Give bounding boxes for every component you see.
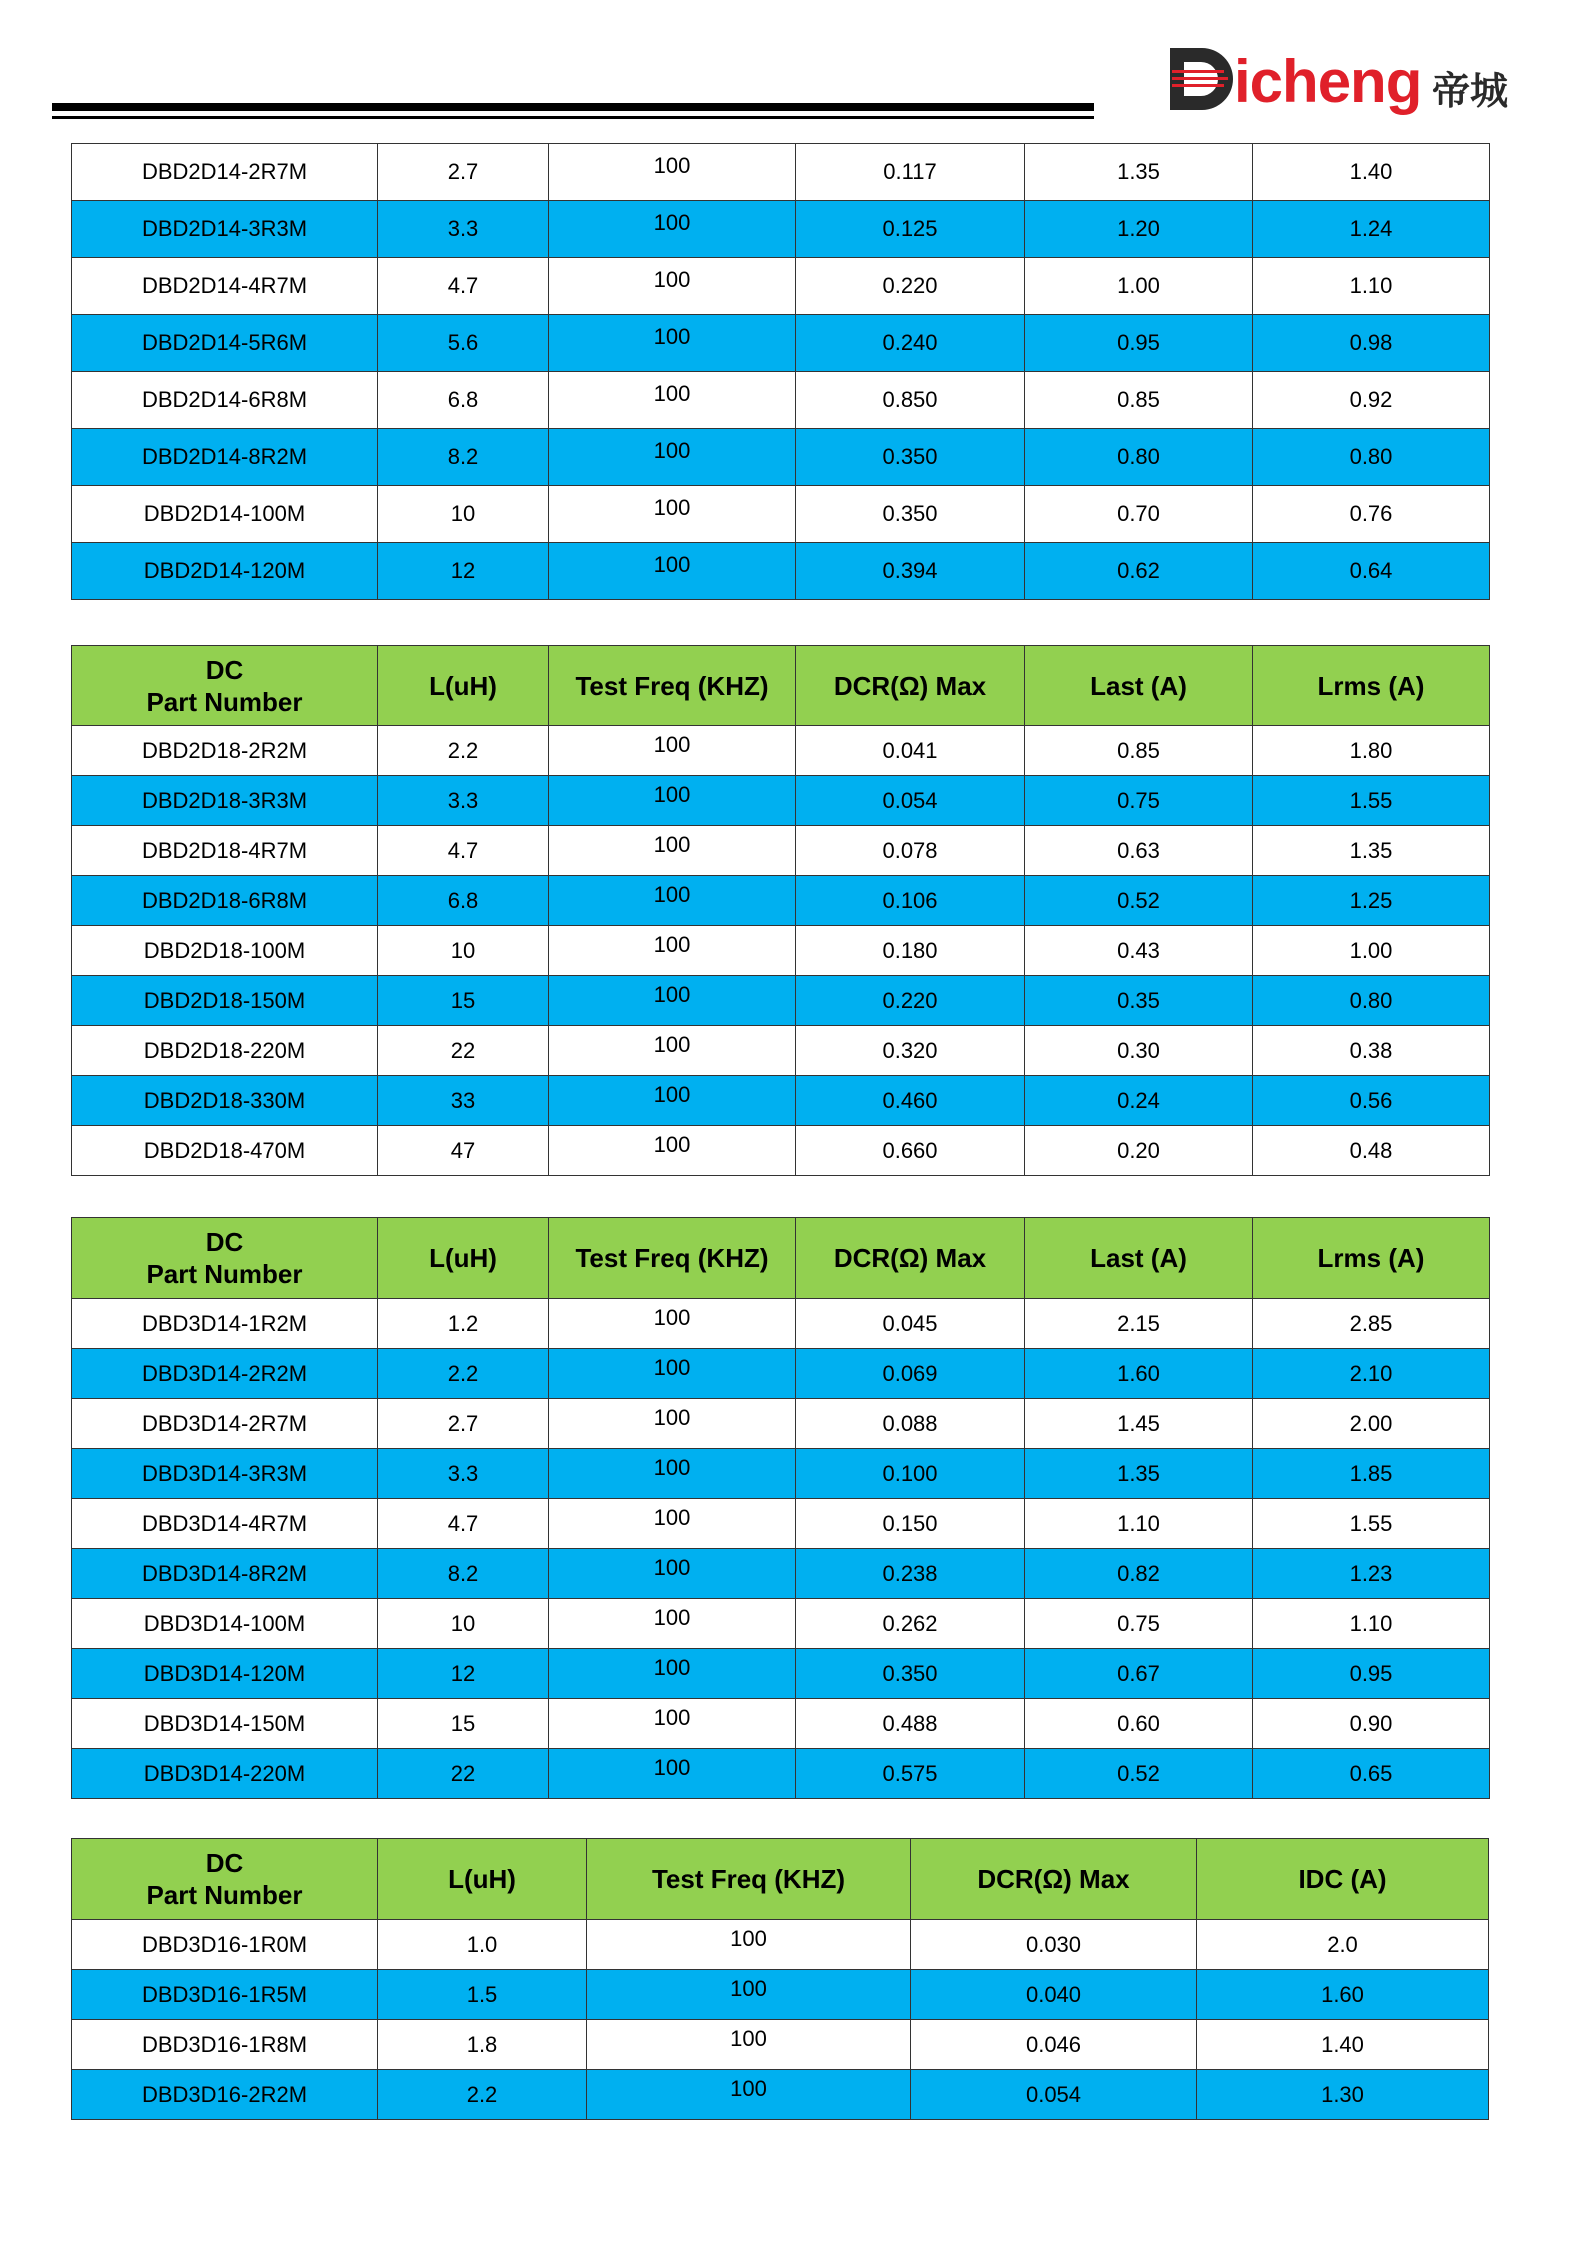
table-cell: 0.75 <box>1025 776 1253 826</box>
table-cell: 1.30 <box>1197 2070 1489 2120</box>
table-cell: 0.63 <box>1025 826 1253 876</box>
table-row <box>72 776 1490 826</box>
table-cell: 0.52 <box>1025 1749 1253 1799</box>
table-cell <box>549 876 796 926</box>
table-cell: 2.2 <box>378 726 549 776</box>
table-cell: 1.55 <box>1253 776 1490 826</box>
test-freq-value: 100 <box>653 1754 691 1780</box>
table-cell: DBD3D14-120M <box>72 1649 378 1699</box>
test-freq-value: 100 <box>653 1404 691 1430</box>
table-cell: DBD2D14-100M <box>72 486 378 543</box>
table-cell <box>549 1449 796 1499</box>
table-cell <box>549 1026 796 1076</box>
table-cell <box>549 1549 796 1599</box>
table-cell <box>549 826 796 876</box>
table-cell: 1.10 <box>1253 258 1490 315</box>
table-cell <box>549 315 796 372</box>
table-cell: 0.52 <box>1025 876 1253 926</box>
table-cell: 0.054 <box>911 2070 1197 2120</box>
table-cell: 1.25 <box>1253 876 1490 926</box>
table-cell: 0.92 <box>1253 372 1490 429</box>
header-rule-thick <box>52 103 1094 111</box>
table-cell: 0.350 <box>796 1649 1025 1699</box>
column-header: DCR(Ω) Max <box>796 646 1025 726</box>
test-freq-value: 100 <box>653 267 691 292</box>
table-cell: 0.125 <box>796 201 1025 258</box>
table-cell <box>549 1749 796 1799</box>
table-cell: 1.40 <box>1253 144 1490 201</box>
table-row <box>72 429 1490 486</box>
table-cell: 1.35 <box>1253 826 1490 876</box>
table-cell: 1.40 <box>1197 2020 1489 2070</box>
header-rule-thin <box>52 116 1094 119</box>
table-cell: 0.24 <box>1025 1076 1253 1126</box>
table-cell: 1.55 <box>1253 1499 1490 1549</box>
table-cell <box>549 1299 796 1349</box>
table-cell: 1.85 <box>1253 1449 1490 1499</box>
table-cell <box>549 543 796 600</box>
table-cell: 3.3 <box>378 1449 549 1499</box>
test-freq-value: 100 <box>653 831 691 857</box>
table-cell: 2.7 <box>378 144 549 201</box>
table-cell: 1.10 <box>1253 1599 1490 1649</box>
test-freq-value: 100 <box>653 210 691 235</box>
test-freq-value: 100 <box>730 1975 767 2001</box>
table-row <box>72 976 1490 1026</box>
table-cell <box>587 1920 911 1970</box>
table-cell: 2.85 <box>1253 1299 1490 1349</box>
column-header: L(uH) <box>378 646 549 726</box>
table-cell: 2.2 <box>378 2070 587 2120</box>
table-cell <box>549 1126 796 1176</box>
table-cell: 0.041 <box>796 726 1025 776</box>
table-cell: DBD2D14-5R6M <box>72 315 378 372</box>
table-row <box>72 1349 1490 1399</box>
table-cell: 0.65 <box>1253 1749 1490 1799</box>
table-cell: 1.60 <box>1197 1970 1489 2020</box>
table-row <box>72 2020 1489 2070</box>
table-cell: 2.0 <box>1197 1920 1489 1970</box>
test-freq-value: 100 <box>653 1454 691 1480</box>
table-row <box>72 876 1490 926</box>
test-freq-value: 100 <box>653 552 691 577</box>
table-row <box>72 201 1490 258</box>
table-cell: DBD2D14-4R7M <box>72 258 378 315</box>
table-cell: 0.106 <box>796 876 1025 926</box>
table-cell: 15 <box>378 1699 549 1749</box>
table-cell: 6.8 <box>378 876 549 926</box>
table-cell: 0.350 <box>796 429 1025 486</box>
table-cell: DBD3D14-3R3M <box>72 1449 378 1499</box>
column-header: Lrms (A) <box>1253 646 1490 726</box>
table-cell: 0.030 <box>911 1920 1197 1970</box>
table-cell: 0.078 <box>796 826 1025 876</box>
table-cell: DBD3D14-100M <box>72 1599 378 1649</box>
table-cell: 0.850 <box>796 372 1025 429</box>
table-cell: 2.15 <box>1025 1299 1253 1349</box>
table-cell: DBD3D16-2R2M <box>72 2070 378 2120</box>
test-freq-value: 100 <box>653 1131 691 1157</box>
table-row <box>72 315 1490 372</box>
table-cell: 0.64 <box>1253 543 1490 600</box>
table-cell: DBD3D16-1R5M <box>72 1970 378 2020</box>
column-header: IDC (A) <box>1197 1839 1489 1920</box>
table-cell: 3.3 <box>378 776 549 826</box>
table-cell: 0.80 <box>1025 429 1253 486</box>
table-cell: DBD2D18-6R8M <box>72 876 378 926</box>
table-cell: 0.80 <box>1253 976 1490 1026</box>
table-cell: 4.7 <box>378 1499 549 1549</box>
table-cell: 0.320 <box>796 1026 1025 1076</box>
table-cell <box>549 429 796 486</box>
table-cell: DBD2D18-330M <box>72 1076 378 1126</box>
test-freq-value: 100 <box>653 1031 691 1057</box>
table-cell: 4.7 <box>378 826 549 876</box>
table-cell: DBD3D14-1R2M <box>72 1299 378 1349</box>
spec-table-dbd3d16 <box>71 1838 1489 2120</box>
test-freq-value: 100 <box>730 1925 767 1951</box>
table-cell: 0.67 <box>1025 1649 1253 1699</box>
table-cell: 1.2 <box>378 1299 549 1349</box>
table-cell: 2.10 <box>1253 1349 1490 1399</box>
table-cell: 0.90 <box>1253 1699 1490 1749</box>
table-cell <box>587 2020 911 2070</box>
header-row <box>72 1839 1489 1920</box>
table-cell: DBD3D16-1R8M <box>72 2020 378 2070</box>
table-cell: DBD2D18-150M <box>72 976 378 1026</box>
table-cell: 0.35 <box>1025 976 1253 1026</box>
table-cell: 0.394 <box>796 543 1025 600</box>
table-cell: 0.088 <box>796 1399 1025 1449</box>
test-freq-value: 100 <box>653 1704 691 1730</box>
column-header: DCR(Ω) Max <box>796 1218 1025 1299</box>
test-freq-value: 100 <box>653 495 691 520</box>
test-freq-value: 100 <box>730 2025 767 2051</box>
test-freq-value: 100 <box>653 1654 691 1680</box>
table-row <box>72 1920 1489 1970</box>
column-header: Last (A) <box>1025 1218 1253 1299</box>
table-row <box>72 543 1490 600</box>
table-row <box>72 926 1490 976</box>
test-freq-value: 100 <box>653 981 691 1007</box>
table-row <box>72 258 1490 315</box>
table-cell: DBD2D14-3R3M <box>72 201 378 258</box>
table-row <box>72 826 1490 876</box>
table-cell: 4.7 <box>378 258 549 315</box>
table-row <box>72 1449 1490 1499</box>
table-cell: DBD2D18-4R7M <box>72 826 378 876</box>
table-cell: 0.575 <box>796 1749 1025 1799</box>
table-cell <box>587 2070 911 2120</box>
table-cell: 0.262 <box>796 1599 1025 1649</box>
test-freq-value: 100 <box>653 1504 691 1530</box>
column-header: DCR(Ω) Max <box>911 1839 1197 1920</box>
table-cell: DBD3D14-8R2M <box>72 1549 378 1599</box>
table-cell: DBD2D14-120M <box>72 543 378 600</box>
table-cell: 10 <box>378 926 549 976</box>
table-cell: 1.10 <box>1025 1499 1253 1549</box>
table-row <box>72 1549 1490 1599</box>
table-cell: 0.117 <box>796 144 1025 201</box>
table-cell: DBD3D14-2R7M <box>72 1399 378 1449</box>
table-cell: 1.20 <box>1025 201 1253 258</box>
table-cell: 1.45 <box>1025 1399 1253 1449</box>
table-cell: 0.60 <box>1025 1699 1253 1749</box>
table-row <box>72 1699 1490 1749</box>
table-cell: 3.3 <box>378 201 549 258</box>
table-cell <box>549 486 796 543</box>
table-cell <box>549 1699 796 1749</box>
table-cell <box>549 144 796 201</box>
table-cell: 1.00 <box>1025 258 1253 315</box>
table-cell: 1.35 <box>1025 1449 1253 1499</box>
test-freq-value: 100 <box>653 324 691 349</box>
table-cell: 6.8 <box>378 372 549 429</box>
table-cell: DBD2D18-470M <box>72 1126 378 1176</box>
table-row <box>72 486 1490 543</box>
header-row <box>72 646 1490 726</box>
table-cell: 0.660 <box>796 1126 1025 1176</box>
table-cell: 1.80 <box>1253 726 1490 776</box>
table-cell: 2.2 <box>378 1349 549 1399</box>
table-row <box>72 1599 1490 1649</box>
table-cell: 0.054 <box>796 776 1025 826</box>
test-freq-value: 100 <box>653 731 691 757</box>
table-cell: 0.045 <box>796 1299 1025 1349</box>
test-freq-value: 100 <box>653 1604 691 1630</box>
table-cell: DBD2D18-220M <box>72 1026 378 1076</box>
column-header: Lrms (A) <box>1253 1218 1490 1299</box>
table-cell: 0.180 <box>796 926 1025 976</box>
table-cell <box>549 926 796 976</box>
table-cell: DBD2D18-100M <box>72 926 378 976</box>
table-cell: 0.38 <box>1253 1026 1490 1076</box>
table-cell: DBD2D14-2R7M <box>72 144 378 201</box>
table-cell: 0.220 <box>796 258 1025 315</box>
table-row <box>72 1399 1490 1449</box>
table-cell: 10 <box>378 1599 549 1649</box>
column-header: DC Part Number <box>72 646 378 726</box>
table-cell: 0.240 <box>796 315 1025 372</box>
test-freq-value: 100 <box>653 1354 691 1380</box>
test-freq-value: 100 <box>653 1081 691 1107</box>
table-cell: 0.62 <box>1025 543 1253 600</box>
table-cell <box>549 1349 796 1399</box>
column-header: Test Freq (KHZ) <box>549 1218 796 1299</box>
table-cell <box>549 776 796 826</box>
table-row <box>72 1649 1490 1699</box>
table-cell: 0.460 <box>796 1076 1025 1126</box>
table-cell: DBD3D16-1R0M <box>72 1920 378 1970</box>
table-cell <box>549 1599 796 1649</box>
table-cell: 0.069 <box>796 1349 1025 1399</box>
spec-table-dbd2d14 <box>71 143 1490 600</box>
table-row <box>72 1499 1490 1549</box>
table-cell: 1.35 <box>1025 144 1253 201</box>
table-cell: 0.238 <box>796 1549 1025 1599</box>
table-cell: 8.2 <box>378 429 549 486</box>
table-row <box>72 1749 1490 1799</box>
table-cell: 0.80 <box>1253 429 1490 486</box>
table-cell: 0.85 <box>1025 372 1253 429</box>
table-cell: 0.98 <box>1253 315 1490 372</box>
table-cell: 22 <box>378 1749 549 1799</box>
table-cell: 1.00 <box>1253 926 1490 976</box>
table-cell: 0.82 <box>1025 1549 1253 1599</box>
table-cell: DBD2D14-6R8M <box>72 372 378 429</box>
table-row <box>72 726 1490 776</box>
dicheng-logo <box>1168 40 1509 120</box>
table-cell: 1.60 <box>1025 1349 1253 1399</box>
table-cell <box>549 1399 796 1449</box>
table-row <box>72 2070 1489 2120</box>
table-cell: 0.20 <box>1025 1126 1253 1176</box>
table-cell: 2.7 <box>378 1399 549 1449</box>
column-header: DC Part Number <box>72 1839 378 1920</box>
column-header: Test Freq (KHZ) <box>549 646 796 726</box>
test-freq-value: 100 <box>653 381 691 406</box>
table-row <box>72 1076 1490 1126</box>
table-cell: 0.43 <box>1025 926 1253 976</box>
column-header: DC Part Number <box>72 1218 378 1299</box>
table-cell: 1.5 <box>378 1970 587 2020</box>
header-row <box>72 1218 1490 1299</box>
test-freq-value: 100 <box>653 881 691 907</box>
table-row <box>72 1126 1490 1176</box>
test-freq-value: 100 <box>653 1304 691 1330</box>
test-freq-value: 100 <box>730 2075 767 2101</box>
table-cell <box>549 1649 796 1699</box>
table-cell: 0.76 <box>1253 486 1490 543</box>
table-cell <box>587 1970 911 2020</box>
spec-table-dbd3d14 <box>71 1217 1490 1799</box>
table-cell <box>549 372 796 429</box>
table-cell: DBD3D14-150M <box>72 1699 378 1749</box>
table-row <box>72 372 1490 429</box>
table-cell: 10 <box>378 486 549 543</box>
table-cell: 0.220 <box>796 976 1025 1026</box>
test-freq-value: 100 <box>653 781 691 807</box>
table-cell: 0.95 <box>1253 1649 1490 1699</box>
table-cell: 0.488 <box>796 1699 1025 1749</box>
table-cell: 5.6 <box>378 315 549 372</box>
table-cell: DBD2D14-8R2M <box>72 429 378 486</box>
table-cell <box>549 1499 796 1549</box>
table-cell: 12 <box>378 543 549 600</box>
table-cell: 0.046 <box>911 2020 1197 2070</box>
table-cell <box>549 258 796 315</box>
table-cell: 0.30 <box>1025 1026 1253 1076</box>
table-cell: DBD2D18-3R3M <box>72 776 378 826</box>
table-cell <box>549 726 796 776</box>
table-cell: 15 <box>378 976 549 1026</box>
column-header: Test Freq (KHZ) <box>587 1839 911 1920</box>
table-cell <box>549 201 796 258</box>
table-cell: DBD3D14-2R2M <box>72 1349 378 1399</box>
table-row <box>72 1970 1489 2020</box>
svg-text:icheng: icheng <box>1234 48 1422 115</box>
table-cell: 0.75 <box>1025 1599 1253 1649</box>
table-cell: 1.0 <box>378 1920 587 1970</box>
table-row <box>72 1026 1490 1076</box>
table-row <box>72 144 1490 201</box>
test-freq-value: 100 <box>653 1554 691 1580</box>
table-cell: 1.23 <box>1253 1549 1490 1599</box>
table-cell: 8.2 <box>378 1549 549 1599</box>
table-cell: 1.8 <box>378 2020 587 2070</box>
table-cell: 0.95 <box>1025 315 1253 372</box>
column-header: L(uH) <box>378 1839 587 1920</box>
table-cell: DBD3D14-220M <box>72 1749 378 1799</box>
test-freq-value: 100 <box>653 153 691 178</box>
table-cell <box>549 1076 796 1126</box>
table-cell: 2.00 <box>1253 1399 1490 1449</box>
table-cell: 0.100 <box>796 1449 1025 1499</box>
test-freq-value: 100 <box>653 931 691 957</box>
table-cell: 47 <box>378 1126 549 1176</box>
table-cell: 12 <box>378 1649 549 1699</box>
table-cell: 0.040 <box>911 1970 1197 2020</box>
svg-text:帝城: 帝城 <box>1432 69 1509 113</box>
column-header: L(uH) <box>378 1218 549 1299</box>
table-cell: DBD2D18-2R2M <box>72 726 378 776</box>
test-freq-value: 100 <box>653 438 691 463</box>
table-cell: 0.70 <box>1025 486 1253 543</box>
table-cell: 0.56 <box>1253 1076 1490 1126</box>
table-cell: 0.48 <box>1253 1126 1490 1176</box>
table-cell: DBD3D14-4R7M <box>72 1499 378 1549</box>
table-cell: 0.85 <box>1025 726 1253 776</box>
table-row <box>72 1299 1490 1349</box>
column-header: Last (A) <box>1025 646 1253 726</box>
table-cell: 33 <box>378 1076 549 1126</box>
spec-table-dbd2d18 <box>71 645 1490 1176</box>
table-cell <box>549 976 796 1026</box>
table-cell: 22 <box>378 1026 549 1076</box>
table-cell: 1.24 <box>1253 201 1490 258</box>
table-cell: 0.350 <box>796 486 1025 543</box>
table-cell: 0.150 <box>796 1499 1025 1549</box>
